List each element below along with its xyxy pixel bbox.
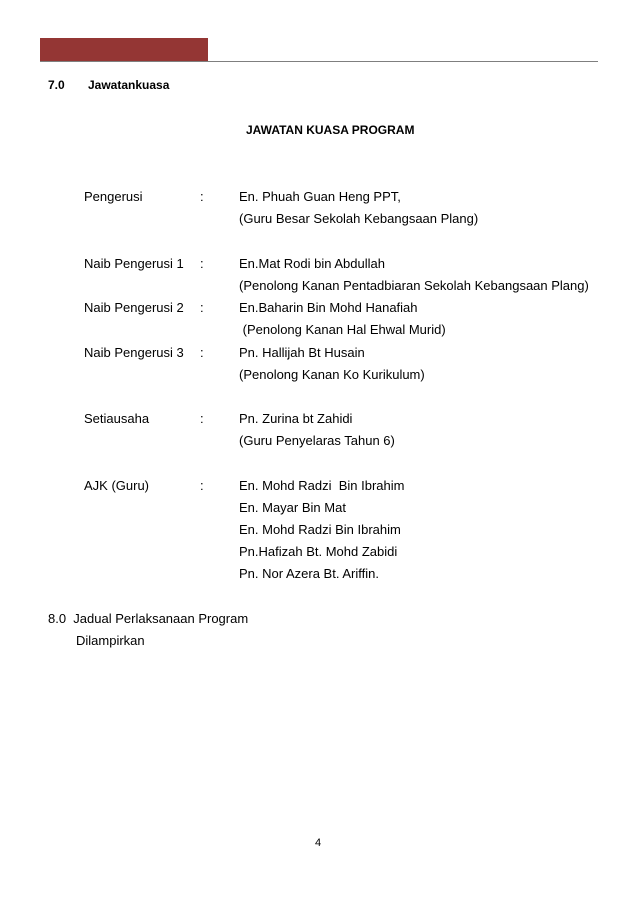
section-8-body: Dilampirkan	[76, 633, 145, 648]
role-label: Pengerusi	[84, 189, 143, 204]
member-name: (Penolong Kanan Pentadbiaran Sekolah Kebangsaan Plang)	[239, 278, 589, 293]
role-label: Naib Pengerusi 3	[84, 345, 184, 360]
role-separator: :	[200, 478, 204, 493]
section-7-number: 7.0	[48, 78, 65, 92]
role-separator: :	[200, 300, 204, 315]
member-name: En. Mayar Bin Mat	[239, 500, 346, 515]
member-name: En.Baharin Bin Mohd Hanafiah	[239, 300, 418, 315]
member-name: En.Mat Rodi bin Abdullah	[239, 256, 385, 271]
role-label: Naib Pengerusi 2	[84, 300, 184, 315]
committee-title: JAWATAN KUASA PROGRAM	[246, 123, 415, 137]
role-separator: :	[200, 411, 204, 426]
role-separator: :	[200, 256, 204, 271]
member-name: Pn.Hafizah Bt. Mohd Zabidi	[239, 544, 398, 559]
member-name: (Guru Besar Sekolah Kebangsaan Plang)	[239, 211, 479, 226]
role-separator: :	[200, 189, 204, 204]
member-name: En. Mohd Radzi Bin Ibrahim	[239, 522, 401, 537]
member-name: (Penolong Kanan Hal Ehwal Murid)	[239, 322, 446, 337]
member-name: Pn. Nor Azera Bt. Ariffin.	[239, 566, 379, 581]
section-8-heading: 8.0 Jadual Perlaksanaan Program	[48, 611, 249, 626]
member-name: (Guru Penyelaras Tahun 6)	[239, 433, 395, 448]
member-name: (Penolong Kanan Ko Kurikulum)	[239, 367, 425, 382]
header-rule	[40, 61, 598, 62]
page-number: 4	[315, 837, 322, 849]
role-label: AJK (Guru)	[84, 478, 150, 493]
member-name: En. Mohd Radzi Bin Ibrahim	[239, 478, 405, 493]
section-7-title: Jawatankuasa	[88, 78, 170, 92]
role-label: Setiausaha	[84, 411, 150, 426]
header-accent-bar	[40, 38, 208, 62]
role-label: Naib Pengerusi 1	[84, 256, 184, 271]
role-separator: :	[200, 345, 204, 360]
member-name: En. Phuah Guan Heng PPT,	[239, 189, 401, 204]
member-name: Pn. Hallijah Bt Husain	[239, 345, 365, 360]
member-name: Pn. Zurina bt Zahidi	[239, 411, 353, 426]
